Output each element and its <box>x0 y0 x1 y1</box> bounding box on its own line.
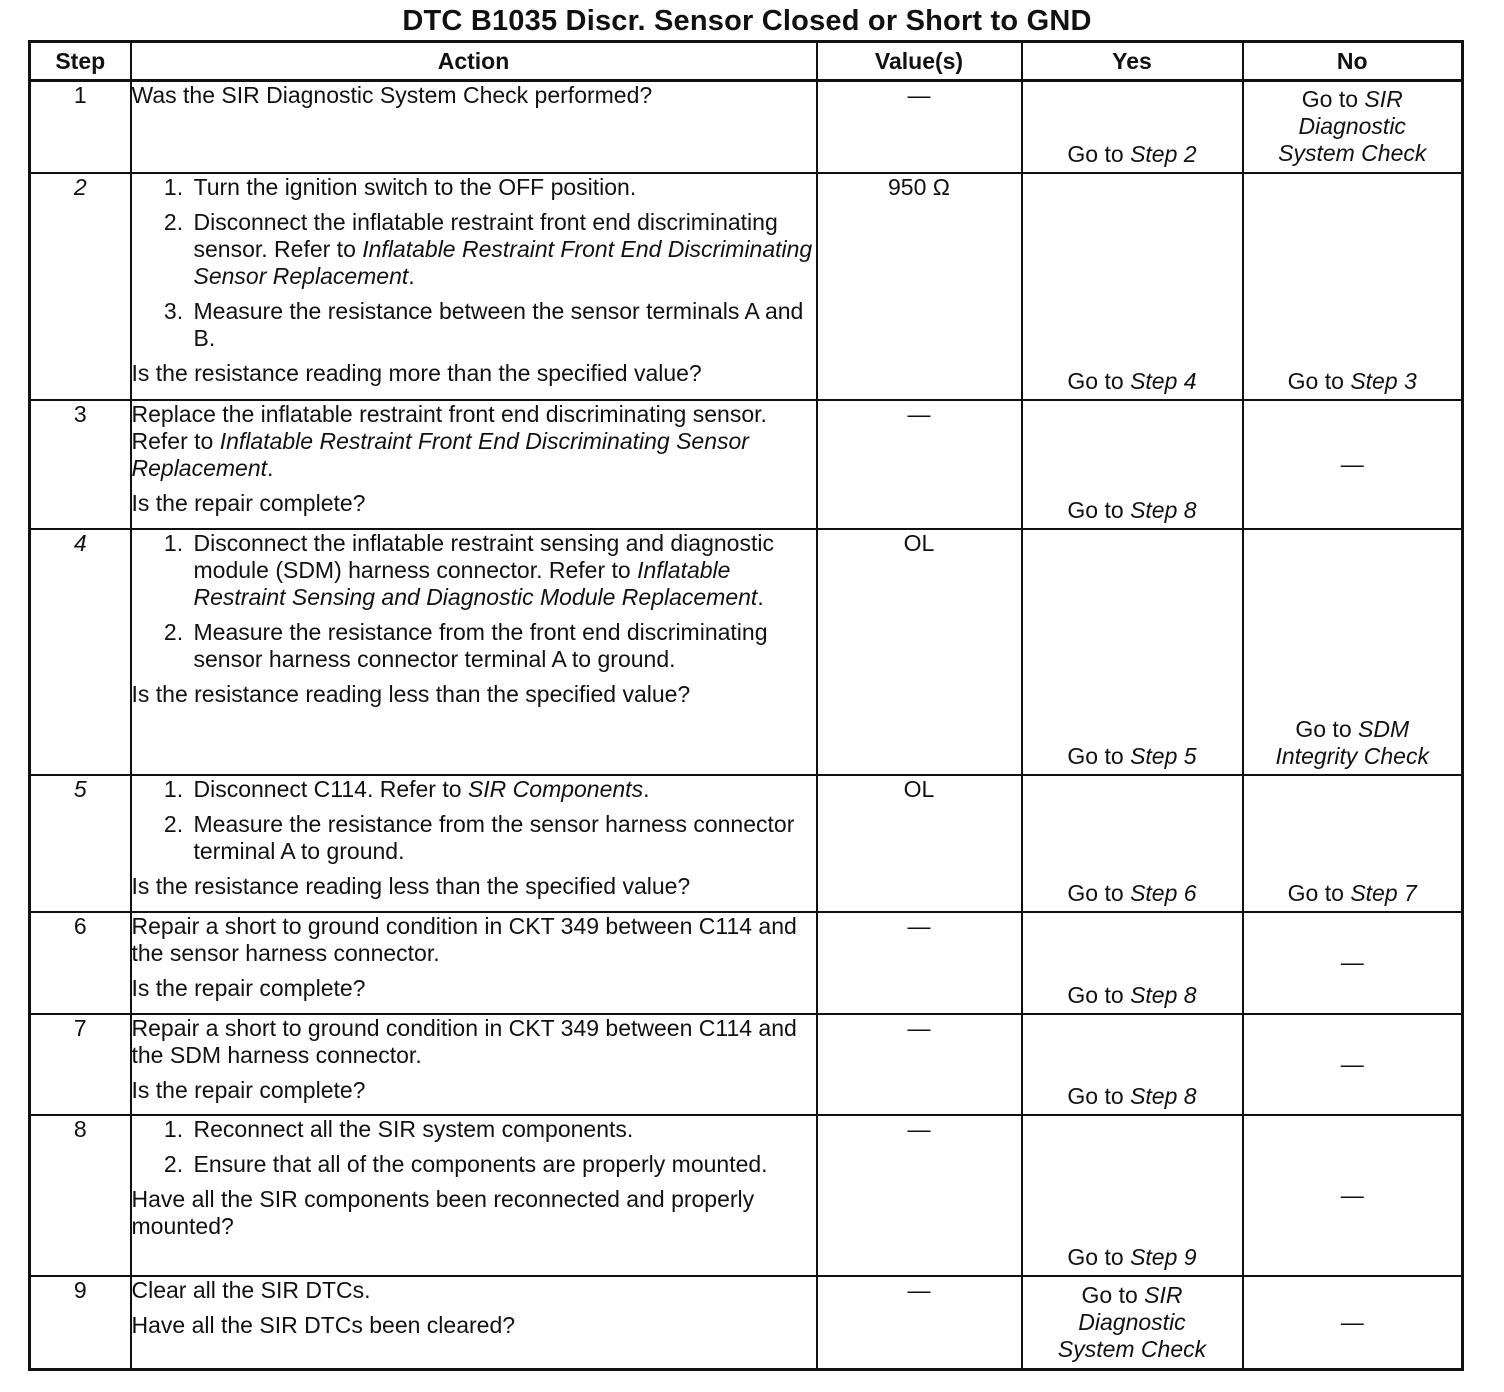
action-item-text: Measure the resistance between the sensor terminals A and B. <box>193 297 804 351</box>
diagnostic-table <box>28 40 1464 1371</box>
table-row-step-1 <box>30 81 1463 173</box>
action-cell <box>131 912 817 1014</box>
yes-result[interactable] <box>1029 982 1236 1009</box>
no-result[interactable] <box>1268 716 1438 770</box>
action-item-text: Disconnect C114. Refer to <box>193 775 462 802</box>
action-item: 2. Disconnect the inflatable restraint front end discriminating sensor. Refer to Inflatable Restraint Front End Discriminating Sensor Replacement. <box>190 209 816 290</box>
no-target: Step 3 <box>1350 367 1417 394</box>
action-text-body: Replace the inflatable restraint front end discriminating sensor. Refer to <box>131 400 767 454</box>
value-cell: OL <box>817 529 1022 775</box>
no-cell <box>1243 1115 1463 1276</box>
yes-cell <box>1022 912 1243 1014</box>
yes-result[interactable] <box>1047 1282 1218 1363</box>
action-item <box>190 1151 816 1178</box>
step-number: 2 <box>30 173 131 400</box>
value-cell: — <box>817 1276 1022 1370</box>
step-number: 1 <box>30 81 131 173</box>
table-row-step-6 <box>30 912 1463 1014</box>
value-cell: — <box>817 912 1022 1014</box>
header-action: Action <box>131 42 817 81</box>
action-text: Was the SIR Diagnostic System Check performed? <box>131 82 653 108</box>
action-question: Is the resistance reading less than the specified value? <box>131 680 691 707</box>
go-to-label: Go to <box>1067 496 1124 523</box>
no-cell <box>1243 1276 1463 1370</box>
go-to-label: Go to <box>1067 742 1124 769</box>
action-item <box>190 619 816 673</box>
action-cell <box>131 1014 817 1115</box>
step-number: 8 <box>30 1115 131 1276</box>
header-yes: Yes <box>1022 42 1243 81</box>
yes-cell <box>1022 1014 1243 1115</box>
go-to-label: Go to <box>1067 1243 1124 1270</box>
step-number: 9 <box>30 1276 131 1370</box>
yes-target: Step 2 <box>1130 140 1197 167</box>
go-to-label: Go to <box>1287 879 1344 906</box>
no-result: — <box>1340 949 1364 975</box>
no-cell <box>1243 173 1463 400</box>
action-text: Clear all the SIR DTCs. <box>131 1276 371 1303</box>
yes-cell <box>1022 400 1243 529</box>
no-result: — <box>1340 450 1364 477</box>
yes-result[interactable] <box>1029 1244 1236 1271</box>
action-question: Is the repair complete? <box>131 1076 366 1103</box>
no-target: Step 7 <box>1350 879 1417 906</box>
action-list <box>132 1116 816 1178</box>
yes-result[interactable] <box>1029 880 1236 907</box>
header-step: Step <box>30 42 131 81</box>
step-number: 5 <box>30 775 131 912</box>
step-number: 4 <box>30 529 131 775</box>
action-cell <box>131 775 817 912</box>
no-result: — <box>1340 1181 1364 1208</box>
action-cell <box>131 1276 817 1370</box>
no-cell <box>1243 912 1463 1014</box>
yes-target: Step 5 <box>1130 742 1197 769</box>
go-to-label: Go to <box>1067 140 1124 167</box>
no-result[interactable] <box>1268 86 1438 167</box>
step-number: 3 <box>30 400 131 529</box>
action-question: Is the resistance reading less than the specified value? <box>131 872 691 899</box>
yes-cell <box>1022 173 1243 400</box>
no-result: — <box>1340 1308 1364 1335</box>
action-item: 1. Disconnect the inflatable restraint sensing and diagnostic module (SDM) harness connector. Refer to Inflatable Restraint Sensing and Diagnostic Module Replacement. <box>190 530 816 611</box>
value-cell: 950 Ω <box>817 173 1022 400</box>
action-question: Have all the SIR components been reconnected and properly mounted? <box>131 1185 755 1239</box>
yes-target: Step 8 <box>1130 981 1197 1008</box>
header-values: Value(s) <box>817 42 1022 81</box>
action-question: Is the resistance reading more than the specified value? <box>131 359 702 386</box>
action-list <box>132 776 816 865</box>
yes-target: Step 6 <box>1130 879 1197 906</box>
action-item: 1. Disconnect C114. Refer to SIR Components. <box>190 776 816 803</box>
action-item-text: Disconnect the inflatable restraint sensing and diagnostic module (SDM) harness connector. Refer to <box>193 529 774 583</box>
yes-target: Step 8 <box>1130 1082 1197 1109</box>
no-cell <box>1243 775 1463 912</box>
yes-result[interactable] <box>1029 743 1236 770</box>
yes-target: Step 4 <box>1130 367 1197 394</box>
action-text: Repair a short to ground condition in CKT 349 between C114 and the SDM harness connector. <box>131 1014 797 1068</box>
value-cell: — <box>817 400 1022 529</box>
yes-result[interactable] <box>1029 1083 1236 1110</box>
table-row-step-4 <box>30 529 1463 775</box>
yes-target: SIR Diagnostic System Check <box>1057 1281 1207 1362</box>
yes-result[interactable] <box>1029 368 1236 395</box>
no-cell <box>1243 81 1463 173</box>
no-result[interactable] <box>1250 880 1456 907</box>
action-question: Have all the SIR DTCs been cleared? <box>131 1311 516 1338</box>
no-target: SDM Integrity Check <box>1275 715 1429 769</box>
action-item-text: Measure the resistance from the front end discriminating sensor harness connector terminal A to ground. <box>193 618 768 672</box>
action-item <box>190 298 816 352</box>
action-cell <box>131 529 817 775</box>
no-result[interactable] <box>1250 368 1456 395</box>
reference-link[interactable]: SIR Components <box>467 775 644 802</box>
action-item <box>190 1116 816 1143</box>
yes-cell <box>1022 1115 1243 1276</box>
go-to-label: Go to <box>1301 86 1359 112</box>
header-no: No <box>1243 42 1463 81</box>
table-row-step-7 <box>30 1014 1463 1115</box>
action-item-text: Reconnect all the SIR system components. <box>193 1115 634 1142</box>
yes-result[interactable] <box>1029 141 1236 168</box>
no-cell <box>1243 529 1463 775</box>
action-item-text: Turn the ignition switch to the OFF position. <box>193 173 637 200</box>
yes-cell <box>1022 1276 1243 1370</box>
go-to-label: Go to <box>1067 367 1124 394</box>
yes-result[interactable] <box>1029 497 1236 524</box>
step-number: 7 <box>30 1014 131 1115</box>
go-to-label: Go to <box>1081 1281 1138 1308</box>
go-to-label: Go to <box>1067 981 1124 1008</box>
action-cell <box>131 1115 817 1276</box>
action-item-text: Measure the resistance from the sensor harness connector terminal A to ground. <box>193 810 795 864</box>
action-cell <box>131 400 817 529</box>
value-cell: — <box>817 1115 1022 1276</box>
action-item <box>190 811 816 865</box>
yes-target: Step 9 <box>1130 1243 1197 1270</box>
go-to-label: Go to <box>1067 1082 1124 1109</box>
action-list <box>132 530 816 673</box>
yes-cell <box>1022 81 1243 173</box>
yes-target: Step 8 <box>1130 496 1197 523</box>
step-number: 6 <box>30 912 131 1014</box>
table-row-step-8 <box>30 1115 1463 1276</box>
value-cell: OL <box>817 775 1022 912</box>
value-cell: — <box>817 1014 1022 1115</box>
action-item-text: Ensure that all of the components are properly mounted. <box>193 1150 768 1177</box>
document-title: DTC B1035 Discr. Sensor Closed or Short to GND <box>402 5 1092 37</box>
table-row-step-3 <box>30 400 1463 529</box>
action-item-text: Disconnect the inflatable restraint front end discriminating sensor. Refer to <box>193 208 778 262</box>
table-row-step-5 <box>30 775 1463 912</box>
header-row <box>30 42 1463 81</box>
reference-link[interactable]: Inflatable Restraint Sensing and Diagnostic Module Replacement <box>193 556 758 610</box>
go-to-label: Go to <box>1067 879 1124 906</box>
action-question: Is the repair complete? <box>131 974 366 1001</box>
reference-link[interactable]: Inflatable Restraint Front End Discriminating Sensor Replacement <box>193 235 813 289</box>
yes-cell <box>1022 529 1243 775</box>
no-cell <box>1243 400 1463 529</box>
go-to-label: Go to <box>1295 715 1352 742</box>
value-cell: — <box>817 81 1022 173</box>
table-row-step-9 <box>30 1276 1463 1370</box>
action-text: Replace the inflatable restraint front end discriminating sensor. Refer to Inflatable Restraint Front End Discriminating Sensor Replacement. <box>131 400 767 481</box>
reference-link[interactable]: Inflatable Restraint Front End Discriminating Sensor Replacement <box>131 427 749 481</box>
go-to-label: Go to <box>1287 367 1344 394</box>
action-list <box>132 174 816 352</box>
yes-cell <box>1022 775 1243 912</box>
no-result: — <box>1340 1050 1364 1077</box>
action-cell <box>131 173 817 400</box>
action-question: Is the repair complete? <box>131 489 366 516</box>
action-cell <box>131 81 817 173</box>
action-text: Repair a short to ground condition in CKT 349 between C114 and the sensor harness connector. <box>131 912 797 966</box>
no-cell <box>1243 1014 1463 1115</box>
no-target: SIR Diagnostic System Check <box>1278 86 1427 166</box>
action-item <box>190 174 816 201</box>
table-row-step-2 <box>30 173 1463 400</box>
